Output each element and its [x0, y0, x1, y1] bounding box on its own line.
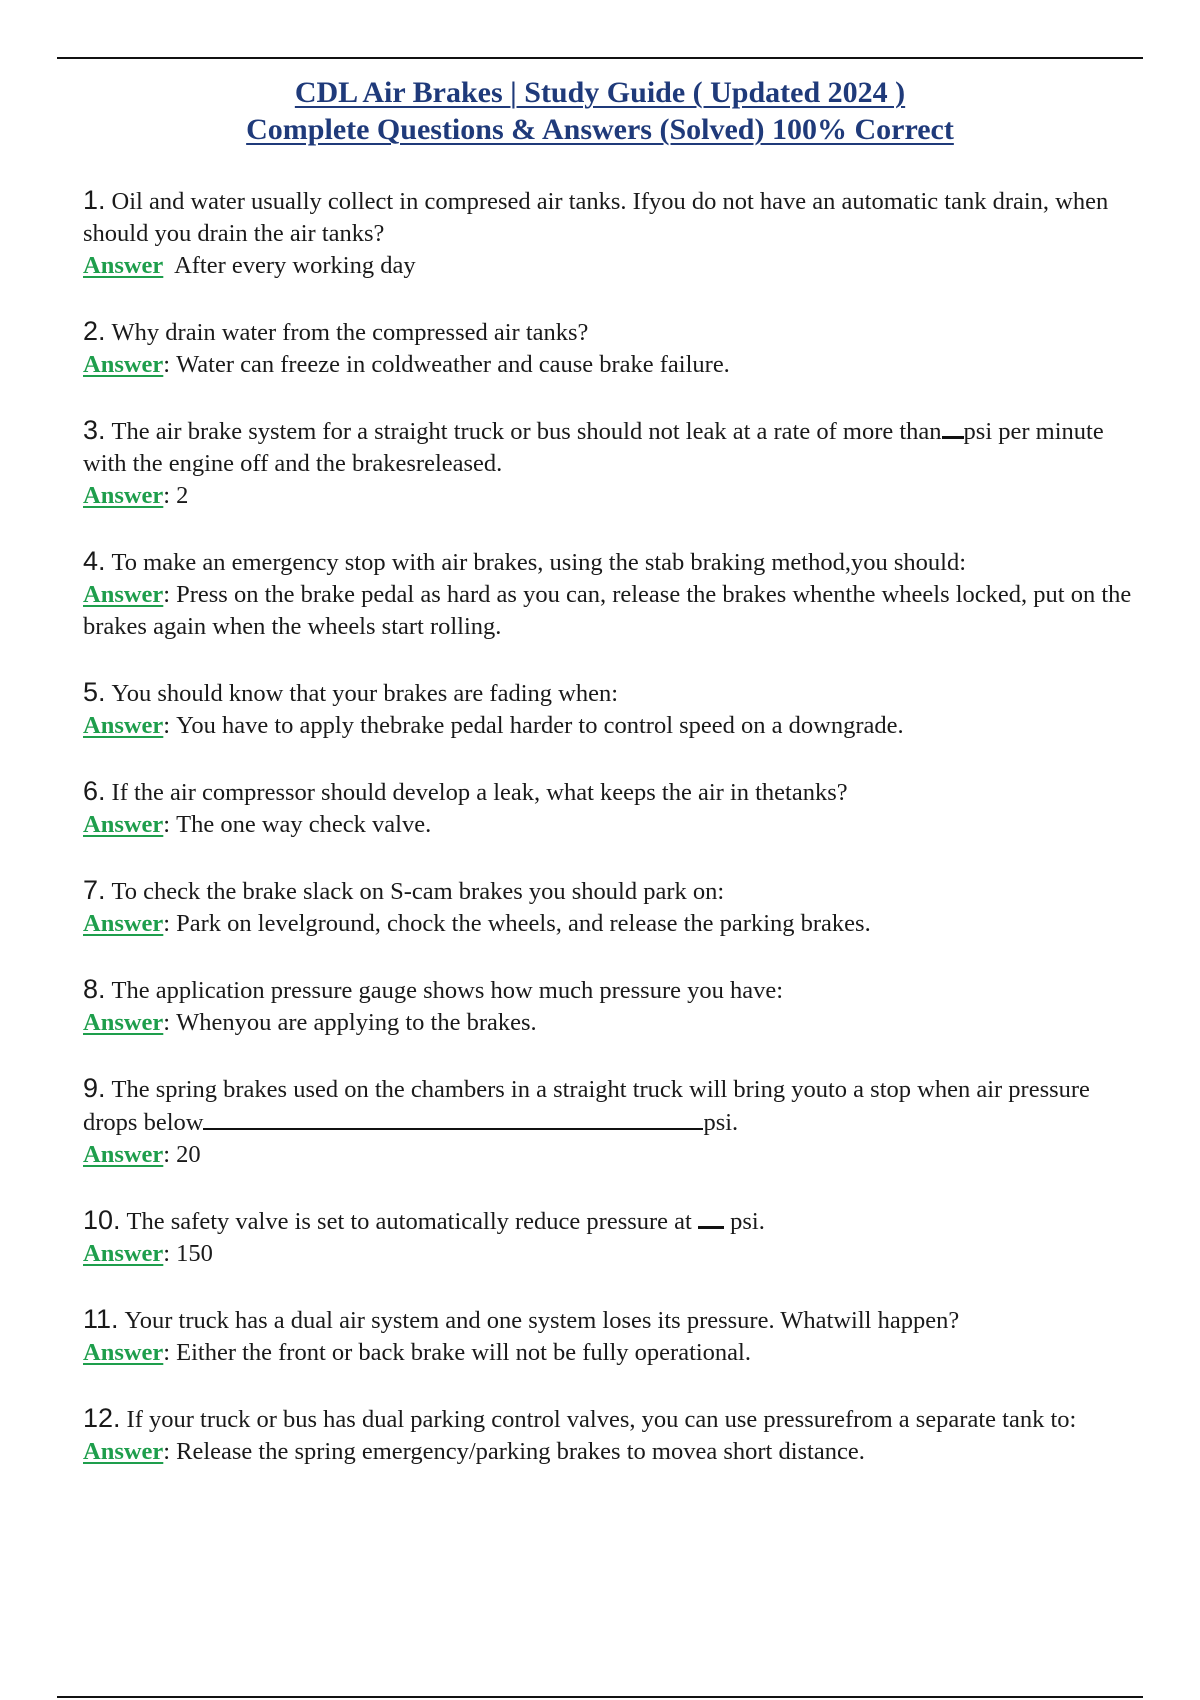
question-number: 5. — [83, 677, 106, 707]
question-number: 8. — [83, 974, 106, 1004]
answer-line: Answer: 150 — [83, 1240, 213, 1267]
question-item — [83, 874, 1143, 940]
answer-text: Water can freeze in coldweather and cause brake failure. — [176, 351, 730, 378]
answer-label: Answer — [83, 1339, 164, 1366]
question-number: 2. — [83, 316, 106, 346]
question-item — [83, 414, 1143, 512]
title-line-2: Complete Questions & Answers (Solved) 100% Correct — [246, 113, 954, 146]
answer-text: After every working day — [174, 252, 416, 279]
question-number: 6. — [83, 776, 106, 806]
answer-line: Answer: Release the spring emergency/parking brakes to movea short distance. — [83, 1438, 865, 1465]
answer-label: Answer — [83, 581, 164, 608]
bottom-rule — [57, 1696, 1143, 1698]
question-item — [83, 315, 1143, 381]
question-item — [83, 1303, 1143, 1369]
answer-line: Answer: The one way check valve. — [83, 811, 432, 838]
answer-label: Answer — [83, 712, 164, 739]
question-text: 3. The air brake system for a straight truck or bus should not leak at a rate of more than psi per minute with the engine off and the brakesreleased. — [83, 415, 1104, 477]
answer-text: Either the front or back brake will not be fully operational. — [176, 1339, 751, 1366]
question-number: 11. — [83, 1304, 119, 1334]
answer-label: Answer — [83, 351, 164, 378]
answer-line: Answer: Park on levelground, chock the wheels, and release the parking brakes. — [83, 910, 871, 937]
question-text: 12. If your truck or bus has dual parking control valves, you can use pressurefrom a separate tank to: — [83, 1403, 1077, 1433]
answer-label: Answer — [83, 811, 164, 838]
question-item — [83, 1402, 1143, 1468]
answer-label: Answer — [83, 1438, 164, 1465]
question-item — [83, 676, 1143, 742]
question-text: 2. Why drain water from the compressed air tanks? — [83, 316, 589, 346]
answer-label: Answer — [83, 910, 164, 937]
question-number: 10. — [83, 1205, 121, 1235]
answer-text: Press on the brake pedal as hard as you can, release the brakes whenthe wheels locked, put on the brakes again when the wheels start rolling. — [83, 581, 1132, 640]
answer-text: Release the spring emergency/parking brakes to movea short distance. — [176, 1438, 865, 1465]
answer-line: Answer: 20 — [83, 1141, 201, 1168]
answer-text: Park on levelground, chock the wheels, and release the parking brakes. — [176, 910, 871, 937]
question-number: 7. — [83, 875, 106, 905]
question-text: 6. If the air compressor should develop a leak, what keeps the air in thetanks? — [83, 776, 848, 806]
answer-line: Answer: Water can freeze in coldweather and cause brake failure. — [83, 351, 730, 378]
question-number: 4. — [83, 546, 106, 576]
question-number: 9. — [83, 1073, 106, 1103]
question-text: 5. You should know that your brakes are fading when: — [83, 677, 619, 707]
answer-line: Answer: Whenyou are applying to the brakes. — [83, 1009, 537, 1036]
answer-text: The one way check valve. — [176, 811, 432, 838]
top-rule — [57, 57, 1143, 59]
answer-line: Answer: You have to apply thebrake pedal harder to control speed on a downgrade. — [83, 712, 904, 739]
answer-label: Answer — [83, 482, 164, 509]
question-item — [83, 973, 1143, 1039]
fill-in-blank — [203, 1106, 703, 1130]
answer-line: Answer: 2 — [83, 482, 189, 509]
question-text: 1. Oil and water usually collect in compresed air tanks. Ifyou do not have an automatic tank drain, when should you drain the air tanks? — [83, 185, 1109, 247]
question-text: 7. To check the brake slack on S-cam brakes you should park on: — [83, 875, 725, 905]
question-number: 1. — [83, 185, 106, 215]
question-item — [83, 1072, 1143, 1171]
questions-list — [83, 184, 1143, 1501]
answer-text: 150 — [176, 1240, 213, 1267]
question-text: 9. The spring brakes used on the chambers in a straight truck will bring youto a stop when air pressure drops below psi. — [83, 1073, 1090, 1136]
fill-in-blank — [942, 414, 964, 439]
document-header — [0, 74, 1200, 148]
question-number: 3. — [83, 415, 106, 445]
question-item — [83, 184, 1143, 282]
answer-label: Answer — [83, 252, 164, 279]
answer-text: 2 — [176, 482, 189, 509]
fill-in-blank — [698, 1204, 724, 1229]
question-item — [83, 545, 1143, 643]
question-text: 8. The application pressure gauge shows how much pressure you have: — [83, 974, 784, 1004]
title-line-1: CDL Air Brakes | Study Guide ( Updated 2024 ) — [294, 76, 906, 109]
question-item — [83, 1204, 1143, 1270]
question-text: 11. Your truck has a dual air system and one system loses its pressure. Whatwill happen? — [83, 1304, 960, 1334]
question-text: 4. To make an emergency stop with air brakes, using the stab braking method,you should: — [83, 546, 967, 576]
question-text: 10. The safety valve is set to automatically reduce pressure at psi. — [83, 1205, 765, 1235]
answer-label: Answer — [83, 1009, 164, 1036]
answer-text: You have to apply thebrake pedal harder to control speed on a downgrade. — [176, 712, 904, 739]
question-item — [83, 775, 1143, 841]
answer-label: Answer — [83, 1240, 164, 1267]
answer-text: 20 — [176, 1141, 201, 1168]
question-number: 12. — [83, 1403, 121, 1433]
answer-line: Answer: Either the front or back brake will not be fully operational. — [83, 1339, 751, 1366]
answer-line — [83, 250, 1143, 282]
answer-text: Whenyou are applying to the brakes. — [176, 1009, 537, 1036]
answer-line: Answer: Press on the brake pedal as hard as you can, release the brakes whenthe wheels locked, put on the brakes again when the wheels start rolling. — [83, 581, 1132, 640]
answer-label: Answer — [83, 1141, 164, 1168]
